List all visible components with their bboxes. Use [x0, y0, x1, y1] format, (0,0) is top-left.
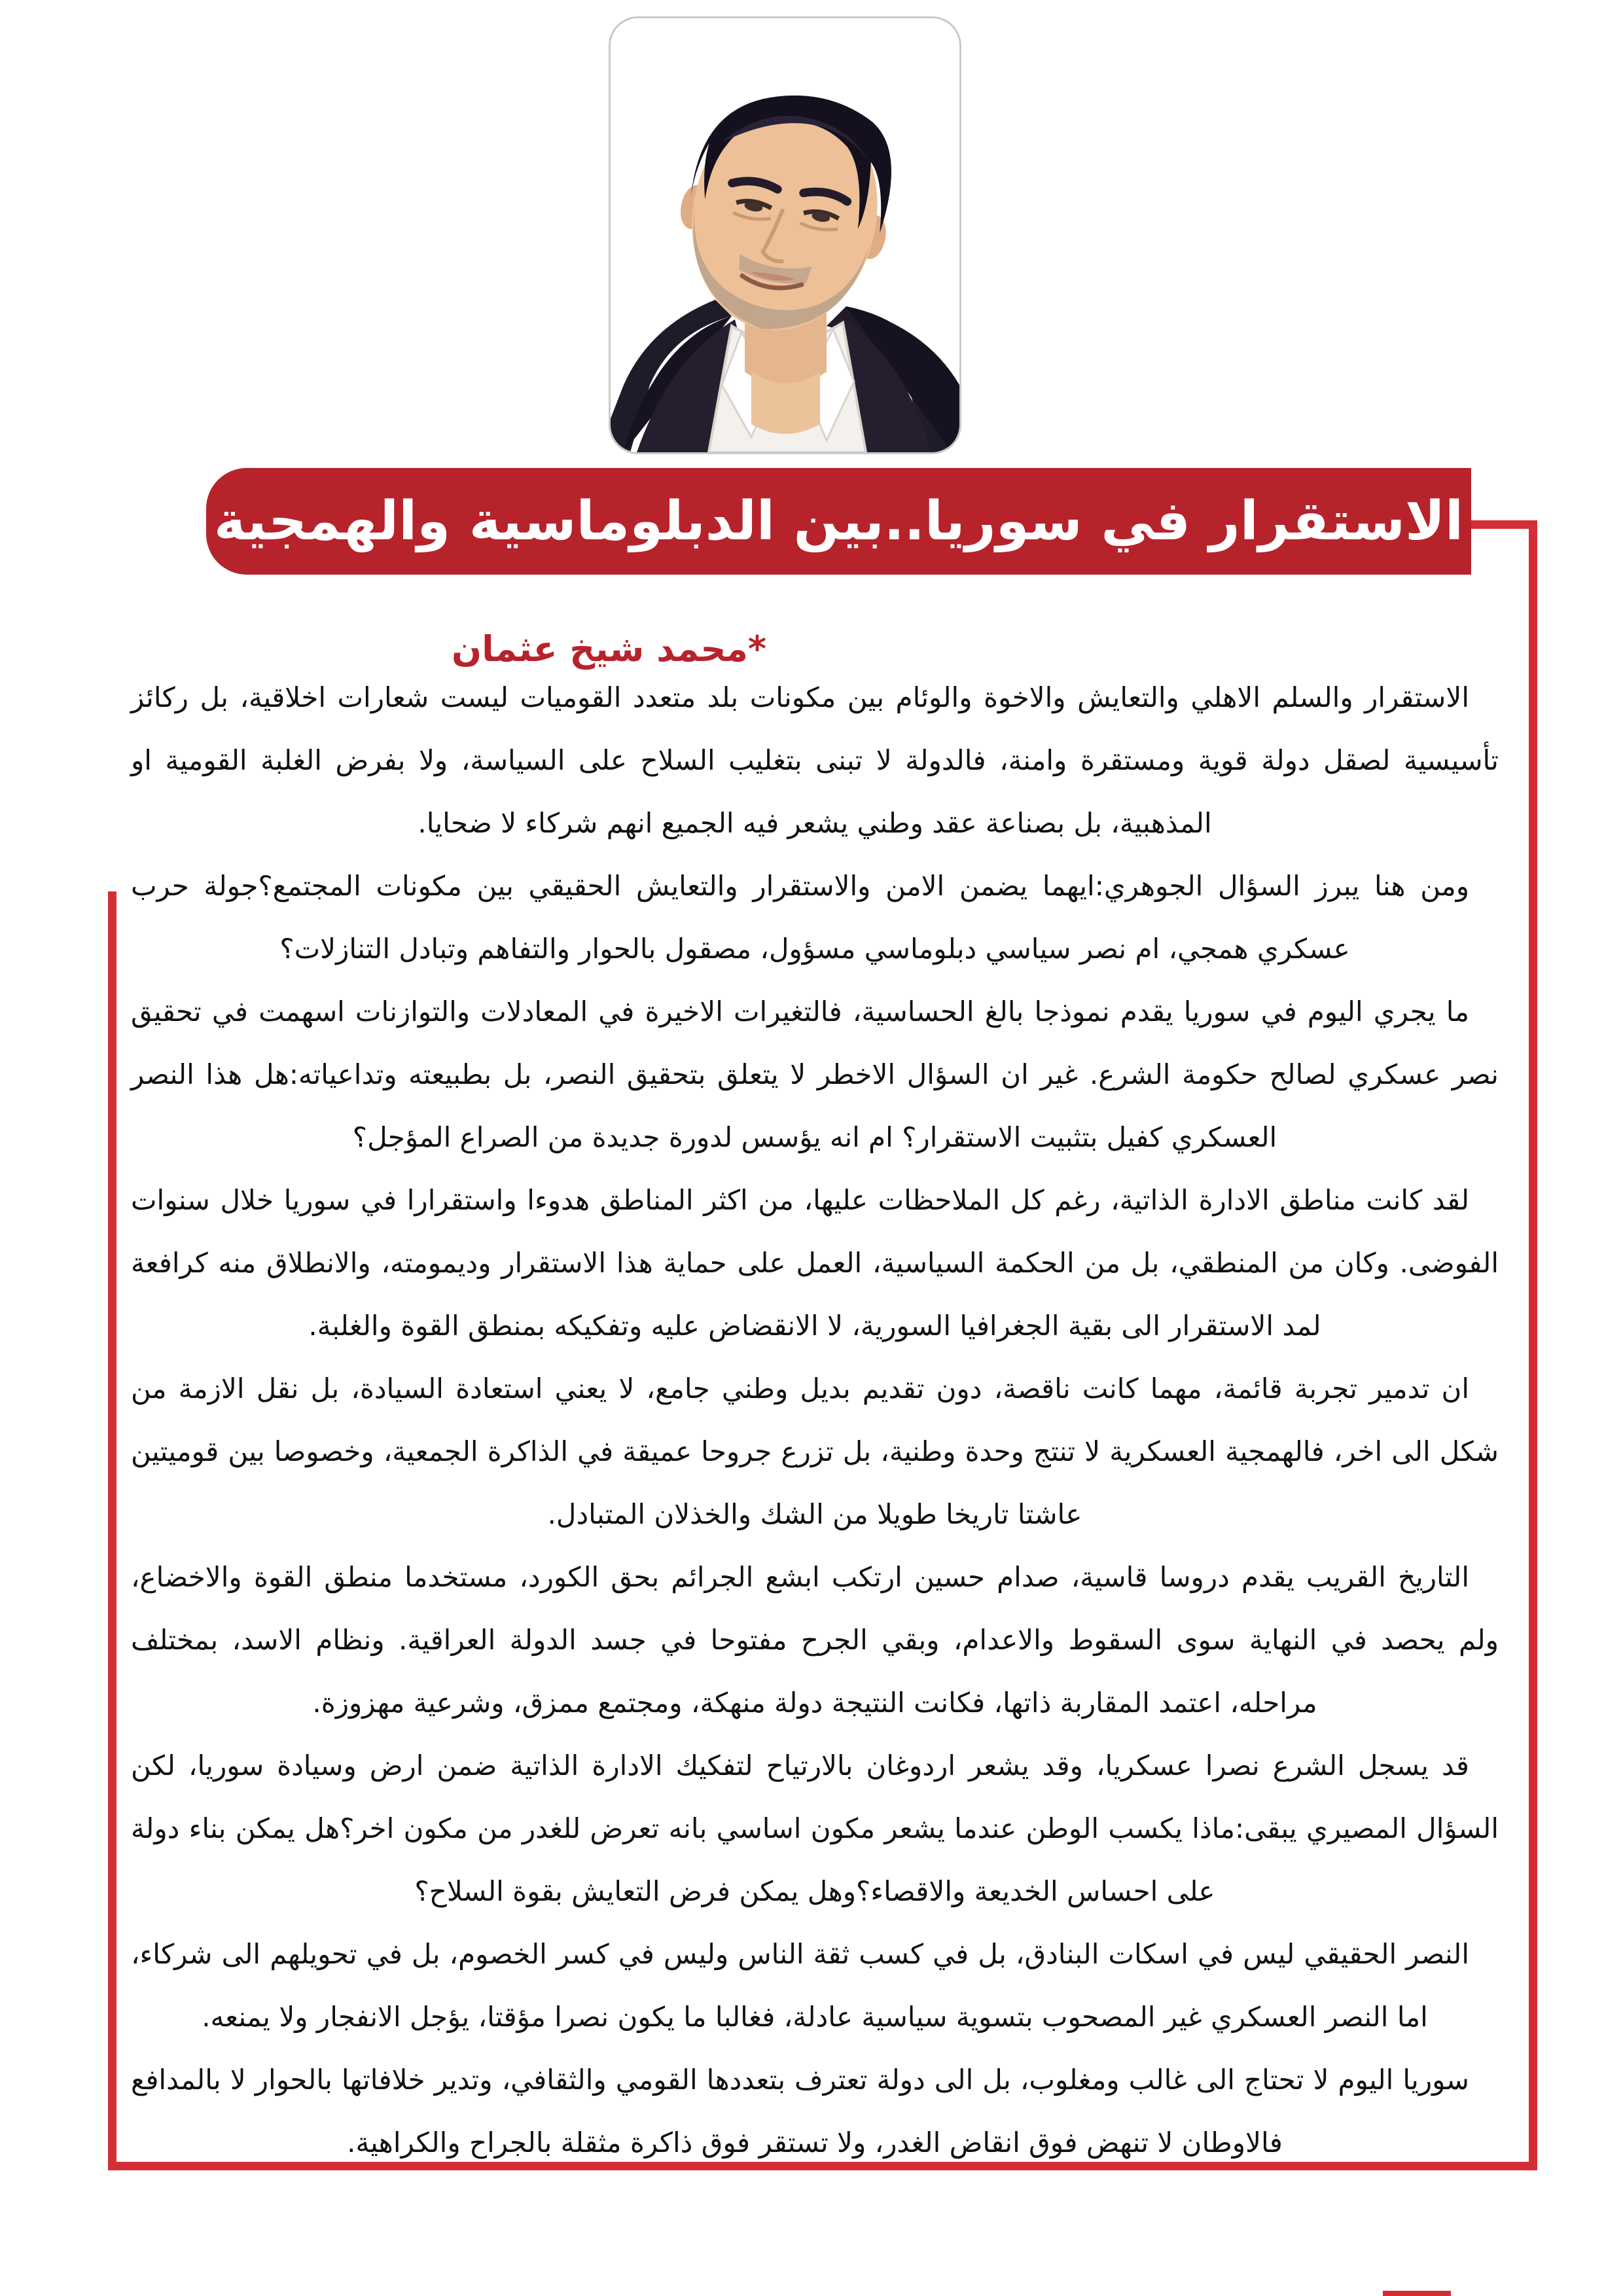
article-title: الاستقرار في سوريا..بين الدبلوماسية والهمجية — [213, 490, 1464, 552]
author-photo — [609, 16, 961, 454]
decorative-line-left — [108, 891, 116, 2170]
article-paragraph: قد يسجل الشرع نصرا عسكريا، وقد يشعر اردوغان بالارتياح لتفكيك الادارة الذاتية ضمن ارض وسيادة سوريا، لكن السؤال المصيري يبقى:ماذا يكسب الوطن عندما يشعر مكون اساسي بانه تعرض للغدر من مكون اخر؟هل يمكن بناء دولة على احساس الخديعة والاقصاء؟وهل يمكن فرض التعايش بقوة السلاح؟ — [131, 1749, 1499, 1907]
article-paragraph: الاستقرار والسلم الاهلي والتعايش والاخوة والوئام بين مكونات بلد متعدد القوميات ليست شعارات اخلاقية، بل ركائز تأسيسية لصقل دولة قوية ومستقرة وامنة، فالدولة لا تبنى بتغليب السلاح على السياسة، ولا بفرض الغلبة القومية او المذهبية، بل بصناعة عقد وطني يشعر فيه الجميع انهم شركاء لا ضحايا. — [131, 681, 1499, 839]
article-paragraph: النصر الحقيقي ليس في اسكات البنادق، بل في كسب ثقة الناس وليس في كسر الخصوم، بل في تحويلهم الى شركاء، اما النصر العسكري غير المصحوب بتسوية سياسية عادلة، فغالبا ما يكون نصرا مؤقتا، يؤجل الانفجار ولا يمنعه. — [131, 1938, 1469, 2033]
title-banner — [206, 468, 1471, 575]
article-paragraph: سوريا اليوم لا تحتاج الى غالب ومغلوب، بل الى دولة تعترف بتعددها القومي والثقافي، وتدير خلافاتها بالحوار لا بالمدافع فالاوطان لا تنهض فوق انقاض الغدر، ولا تستقر فوق ذاكرة مثقلة بالجراح والكراهية. — [131, 2064, 1469, 2159]
article-paragraph: التاريخ القريب يقدم دروسا قاسية، صدام حسين ارتكب ابشع الجرائم بحق الكورد، مستخدما منطق القوة والاخضاع، ولم يحصد في النهاية سوى السقوط والاعدام، وبقي الجرح مفتوحا في جسد الدولة العراقية. ونظام الاسد، بمختلف مراحله، اعتمد المقاربة ذاتها، فكانت النتيجة دولة منهكة، ومجتمع ممزق، وشرعية مهزوزة. — [131, 1561, 1499, 1719]
page-corner-mark — [1383, 2291, 1451, 2296]
author-byline: *محمد شيخ عثمان — [452, 628, 767, 670]
decorative-line-right — [1529, 520, 1537, 2170]
article-paragraph: ما يجري اليوم في سوريا يقدم نموذجا بالغ الحساسية، فالتغيرات الاخيرة في المعادلات والتوازنات اسهمت في تحقيق نصر عسكري لصالح حكومة الشرع. غير ان السؤال الاخطر لا يتعلق بتحقيق النصر، بل بطبيعته وتداعياته:هل هذا النصر العسكري كفيل بتثبيت الاستقرار؟ ام انه يؤسس لدورة جديدة من الصراع المؤجل؟ — [131, 996, 1499, 1153]
article-paragraph: ان تدمير تجربة قائمة، مهما كانت ناقصة، دون تقديم بديل وطني جامع، لا يعني استعادة السيادة، بل نقل الازمة من شكل الى اخر، فالهمجية العسكرية لا تنتج وحدة وطنية، بل تزرع جروحا عميقة في الذاكرة الجمعية، وخصوصا بين قوميتين عاشتا تاريخا طويلا من الشك والخذلان المتبادل. — [131, 1372, 1499, 1530]
article-paragraph: لقد كانت مناطق الادارة الذاتية، رغم كل الملاحظات عليها، من اكثر المناطق هدوءا واستقرارا في سوريا خلال سنوات الفوضى. وكان من المنطقي، بل من الحكمة السياسية، العمل على حماية هذا الاستقرار وديمومته، والانطلاق منه كرافعة لمد الاستقرار الى بقية الجغرافيا السورية، لا الانقضاض عليه وتفكيكه بمنطق القوة والغلبة. — [131, 1184, 1499, 1342]
article-paragraph: ومن هنا يبرز السؤال الجوهري:ايهما يضمن الامن والاستقرار والتعايش الحقيقي بين مكونات المجتمع؟جولة حرب عسكري همجي، ام نصر سياسي دبلوماسي مسؤول، مصقول بالحوار والتفاهم وتبادل التنازلات؟ — [131, 870, 1469, 965]
article-body — [131, 666, 1499, 2174]
banner-connector-line — [1471, 520, 1537, 529]
author-portrait-icon — [611, 18, 959, 452]
